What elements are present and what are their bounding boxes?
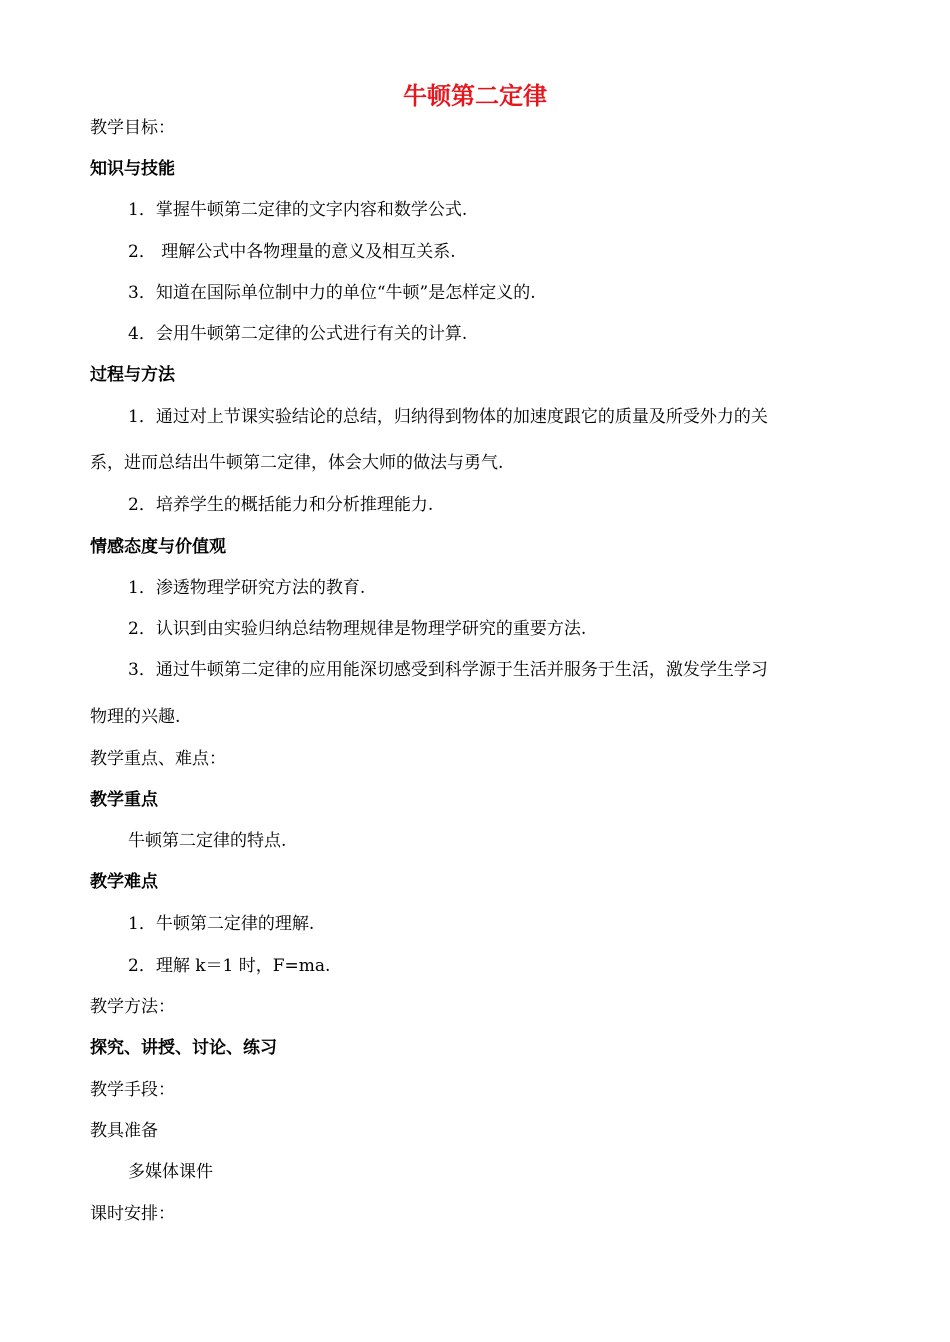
- knowledge-item-2: 2． 理解公式中各物理量的意义及相互关系.: [128, 242, 456, 262]
- difficulty-item-1: 1．牛顿第二定律的理解.: [128, 914, 315, 934]
- tools-item: 多媒体课件: [128, 1162, 213, 1182]
- emotion-values-heading: 情感态度与价值观: [90, 537, 226, 557]
- knowledge-item-1: 1．掌握牛顿第二定律的文字内容和数学公式.: [128, 200, 468, 220]
- process-method-heading: 过程与方法: [90, 365, 175, 385]
- knowledge-skills-heading: 知识与技能: [90, 159, 175, 179]
- emotion-item-3-line-2: 物理的兴趣.: [90, 707, 181, 727]
- emotion-item-3-line-1: 3．通过牛顿第二定律的应用能深切感受到科学源于生活并服务于生活，激发学生学习: [128, 660, 768, 680]
- process-item-2: 2．培养学生的概括能力和分析推理能力.: [128, 495, 434, 515]
- process-item-1-line-2: 系，进而总结出牛顿第二定律，体会大师的做法与勇气.: [90, 453, 504, 473]
- schedule-heading: 课时安排：: [90, 1204, 175, 1224]
- methods-content: 探究、讲授、讨论、练习: [90, 1038, 277, 1058]
- emotion-item-1: 1．渗透物理学研究方法的教育.: [128, 578, 366, 598]
- knowledge-item-3: 3．知道在国际单位制中力的单位“牛顿”是怎样定义的.: [128, 283, 536, 303]
- means-heading: 教学手段：: [90, 1080, 175, 1100]
- objectives-heading: 教学目标：: [90, 118, 175, 138]
- focus-heading: 教学重点、难点：: [90, 749, 226, 769]
- difficulty-item-2: 2．理解 k＝1 时，F=ma.: [128, 956, 331, 976]
- tools-heading: 教具准备: [90, 1121, 158, 1141]
- process-item-1-line-1: 1．通过对上节课实验结论的总结，归纳得到物体的加速度跟它的质量及所受外力的关: [128, 407, 768, 427]
- emotion-item-2: 2．认识到由实验归纳总结物理规律是物理学研究的重要方法.: [128, 619, 587, 639]
- knowledge-item-4: 4．会用牛顿第二定律的公式进行有关的计算.: [128, 324, 468, 344]
- difficulty-heading: 教学难点: [90, 872, 158, 892]
- methods-heading: 教学方法：: [90, 997, 175, 1017]
- key-point-heading: 教学重点: [90, 790, 158, 810]
- document-title: 牛顿第二定律: [403, 82, 547, 110]
- key-point-item: 牛顿第二定律的特点.: [128, 831, 287, 851]
